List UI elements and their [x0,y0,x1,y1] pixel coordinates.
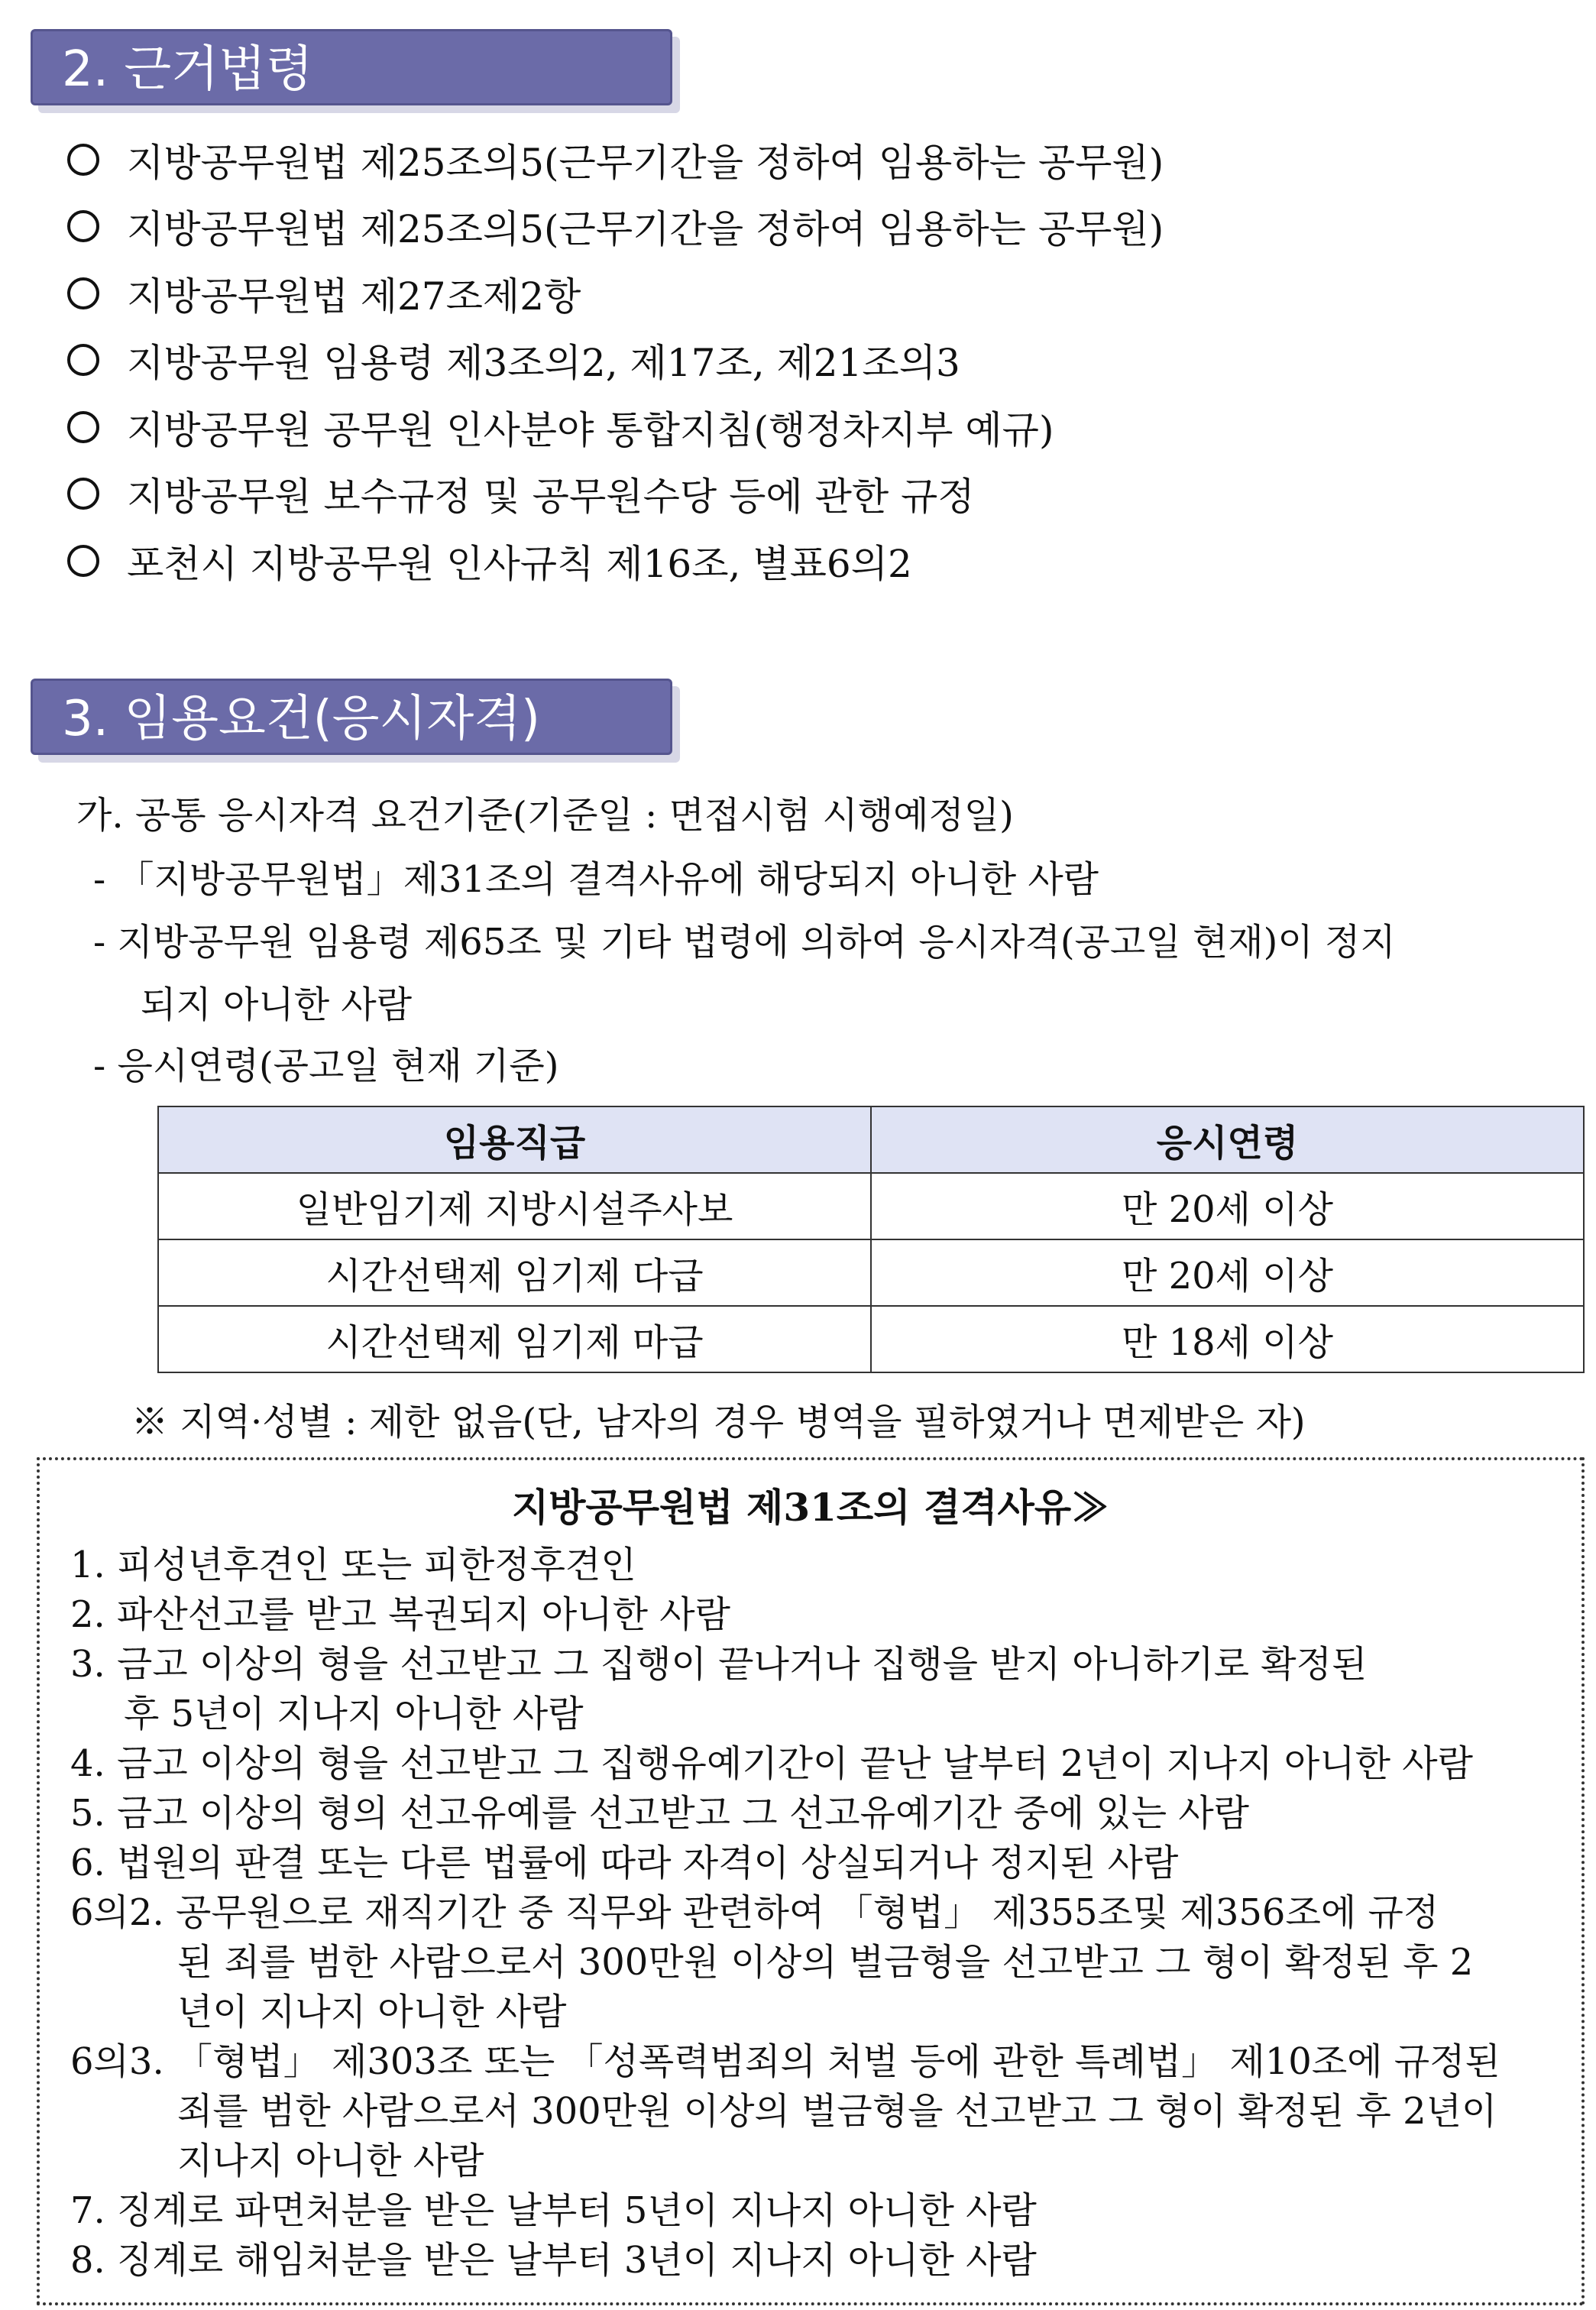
list-item: 1. 피성년후견인 또는 피한정후견인 [70,1544,636,1586]
law-list [67,126,1164,595]
table-row [158,1306,1584,1372]
circle-bullet-icon [67,545,99,577]
section-2-header [31,29,672,105]
column-header: 응시연령 [871,1106,1584,1173]
circle-bullet-icon [67,277,99,309]
requirement-bullet: - 「지방공무원법」제31조의 결격사유에 해당되지 아니한 사람 [93,858,1099,901]
list-item: 6의3. 「형법」 제303조 또는 「성폭력범죄의 처벌 등에 관한 특례법」 제10조에 규정된 [70,2040,1500,2083]
circle-bullet-icon [67,144,99,176]
table-cell: 만 20세 이상 [871,1239,1584,1306]
disqualification-title: 지방공무원법 제31조의 결격사유≫ [511,1485,1110,1530]
law-item: 포천시 지방공무원 인사규칙 제16조, 별표6의2 [67,527,1164,595]
requirement-bullet-continued: 되지 아니한 사람 [141,983,413,1026]
law-item: 지방공무원 임용령 제3조의2, 제17조, 제21조의3 [67,327,1164,394]
column-header: 임용직급 [158,1106,871,1173]
list-item: 7. 징계로 파면처분을 받은 날부터 5년이 지나지 아니한 사람 [70,2189,1037,2232]
list-item-continued: 지나지 아니한 사람 [177,2140,484,2182]
list-item: 5. 금고 이상의 형의 선고유예를 선고받고 그 선고유예기간 중에 있는 사람 [70,1792,1250,1835]
list-item-continued: 된 죄를 범한 사람으로서 300만원 이상의 벌금형을 선고받고 그 형이 확정된 후 2 [177,1941,1474,1984]
circle-bullet-icon [67,411,99,443]
age-requirement-table [157,1106,1585,1373]
list-item-continued: 죄를 범한 사람으로서 300만원 이상의 벌금형을 선고받고 그 형이 확정된 후 2년이 [177,2090,1497,2133]
circle-bullet-icon [67,344,99,376]
table-cell: 만 20세 이상 [871,1173,1584,1239]
table-row [158,1173,1584,1239]
section-2-title: 2. 근거법령 [62,41,313,98]
table-cell: 시간선택제 임기제 마급 [158,1306,871,1372]
table-cell: 만 18세 이상 [871,1306,1584,1372]
law-item: 지방공무원법 제25조의5(근무기간을 정하여 임용하는 공무원) [67,126,1164,193]
list-item-continued: 후 5년이 지나지 아니한 사람 [124,1693,584,1735]
law-item: 지방공무원 공무원 인사분야 통합지침(행정차지부 예규) [67,394,1164,461]
table-cell: 시간선택제 임기제 다급 [158,1239,871,1306]
list-item: 6. 법원의 판결 또는 다른 법률에 따라 자격이 상실되거나 정지된 사람 [70,1842,1179,1884]
law-item: 지방공무원법 제25조의5(근무기간을 정하여 임용하는 공무원) [67,193,1164,261]
section-3-header [31,679,672,755]
circle-bullet-icon [67,478,99,510]
requirement-bullet: - 응시연령(공고일 현재 기준) [93,1045,559,1087]
law-item: 지방공무원 보수규정 및 공무원수당 등에 관한 규정 [67,461,1164,528]
disqualification-box [37,1457,1585,2305]
table-cell: 일반임기제 지방시설주사보 [158,1173,871,1239]
list-item-continued: 년이 지나지 아니한 사람 [177,1991,567,2033]
sub-heading-a: 가. 공통 응시자격 요건기준(기준일 : 면접시험 시행예정일) [76,794,1014,837]
list-item: 8. 징계로 해임처분을 받은 날부터 3년이 지나지 아니한 사람 [70,2239,1037,2282]
table-row [158,1239,1584,1306]
region-gender-note: ※ 지역·성별 : 제한 없음(단, 남자의 경우 병역을 필하였거나 면제받은 자) [131,1401,1306,1443]
table-header-row [158,1106,1584,1173]
circle-bullet-icon [67,210,99,242]
list-item: 4. 금고 이상의 형을 선고받고 그 집행유예기간이 끝난 날부터 2년이 지나지 아니한 사람 [70,1742,1473,1785]
list-item: 2. 파산선고를 받고 복권되지 아니한 사람 [70,1593,730,1636]
list-item: 3. 금고 이상의 형을 선고받고 그 집행이 끝나거나 집행을 받지 아니하기로 확정된 [70,1643,1368,1686]
requirement-bullet: - 지방공무원 임용령 제65조 및 기타 법령에 의하여 응시자격(공고일 현재)이 정지 [93,921,1396,964]
law-item: 지방공무원법 제27조제2항 [67,260,1164,327]
section-3-title: 3. 임용요건(응시자격) [62,691,540,747]
list-item: 6의2. 공무원으로 재직기간 중 직무와 관련하여 「형법」 제355조및 제356조에 규정 [70,1891,1439,1934]
